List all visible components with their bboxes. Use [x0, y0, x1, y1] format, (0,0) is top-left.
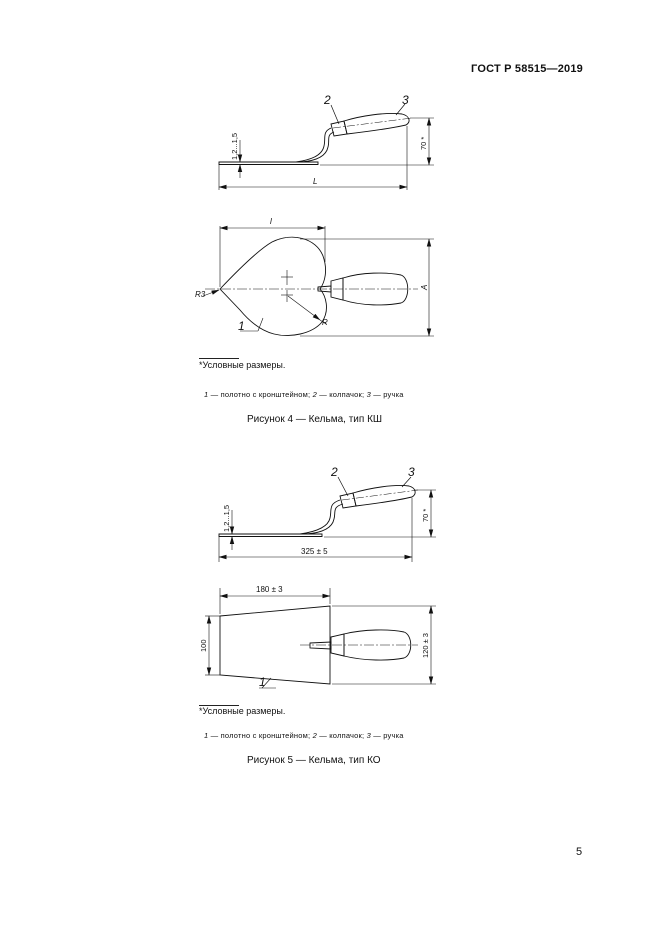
fig5-top-shank — [310, 642, 331, 649]
fig5-side-handle — [353, 485, 415, 506]
fig4-legend-num-3: 3 — [366, 390, 371, 399]
fig4-legend-text-2: — колпачок; — [316, 390, 367, 399]
fig5-top-callout-blade: 1 — [259, 675, 266, 689]
fig4-top-width-label: A — [420, 284, 429, 290]
fig4-legend-num-1: 1 — [204, 390, 209, 399]
fig5-side-thickness-label: 1,2...1,5 — [222, 504, 231, 532]
fig5-legend-text-2: — колпачок; — [316, 731, 367, 740]
fig4-caption: Рисунок 4 — Кельма, тип КШ — [247, 414, 383, 425]
fig4-top-length-label: l — [270, 217, 272, 226]
fig4-legend-text-1: — полотно с кронштейном; — [208, 390, 313, 399]
fig4-side-thickness-label: 1,2...1,5 — [230, 132, 239, 160]
fig5-legend-num-2: 2 — [312, 731, 317, 740]
fig4-side-callout-cap: 2 — [324, 93, 331, 107]
page-number: 5 — [576, 846, 583, 858]
fig5-legend-num-3: 3 — [366, 731, 371, 740]
fig5-top-wide-width-label: 120 ± 3 — [421, 633, 430, 658]
fig4-legend-text-3: — ручка — [370, 390, 404, 399]
fig5-side-length-label: 325 ± 5 — [301, 547, 328, 556]
fig5-legend-text-1: — полотно с кронштейном; — [208, 731, 313, 740]
fig5-top-narrow-width-label: 100 — [199, 639, 208, 652]
fig5-side-height-label: 70 * — [421, 508, 430, 522]
standard-header: ГОСТ Р 58515—2019 — [471, 63, 583, 75]
fig4-side-length-label: L — [313, 177, 318, 186]
fig4-side-bracket — [296, 128, 334, 162]
fig5-side-callout-handle: 3 — [408, 465, 415, 479]
fig5-legend-num-1: 1 — [204, 731, 209, 740]
fig5-legend-text-3: — ручка — [370, 731, 404, 740]
fig5-top-view — [205, 588, 436, 688]
fig4-legend-num-2: 2 — [312, 390, 317, 399]
fig4-side-handle — [344, 113, 409, 134]
fig4-footnote: *Условные размеры. — [199, 360, 286, 370]
fig5-caption: Рисунок 5 — Кельма, тип КО — [247, 755, 381, 766]
fig5-side-callout-cap: 2 — [331, 465, 338, 479]
fig5-footnote: *Условные размеры. — [199, 706, 286, 716]
fig4-top-blade-radius-label: R — [322, 318, 328, 327]
fig4-top-callout-blade: 1 — [238, 319, 245, 333]
fig4-side-height-label: 70 * — [419, 136, 428, 150]
fig5-top-length-label: 180 ± 3 — [256, 585, 283, 594]
fig4-footnote-rule — [199, 358, 239, 359]
fig4-side-view — [219, 104, 434, 190]
fig5-side-bracket — [300, 500, 343, 534]
fig5-legend — [204, 731, 404, 740]
fig4-top-corner-radius-label: R3 — [195, 290, 206, 299]
fig4-side-blade — [219, 162, 318, 165]
fig4-legend — [204, 390, 404, 399]
fig4-top-blade — [220, 237, 326, 335]
fig4-side-callout-handle: 3 — [402, 93, 409, 107]
